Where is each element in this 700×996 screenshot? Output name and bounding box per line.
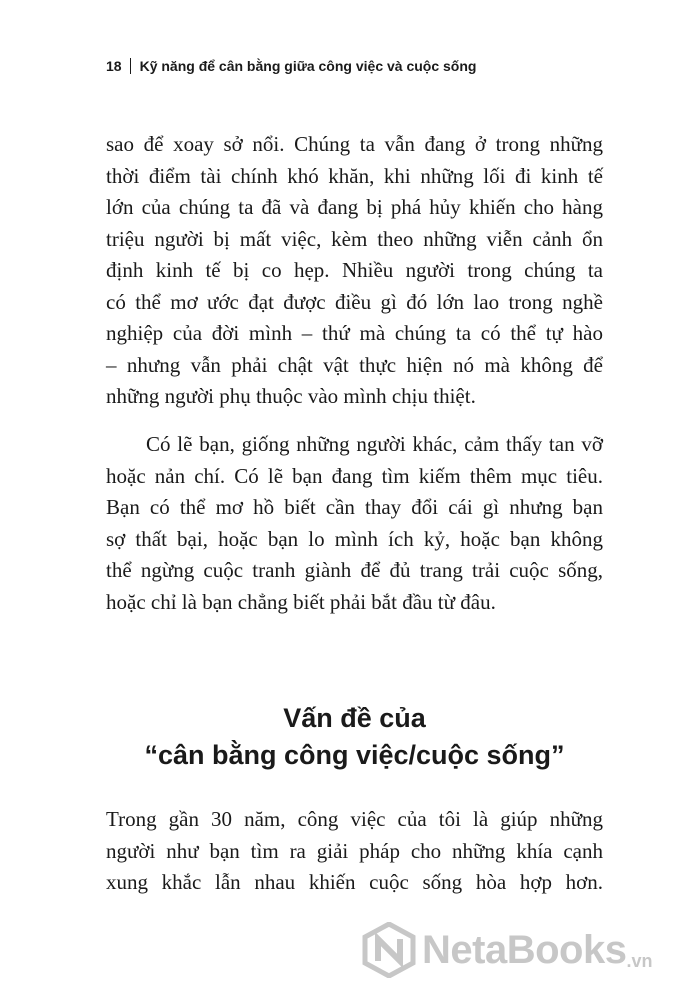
section-heading-line-2: “cân bằng công việc/cuộc sống” xyxy=(144,740,565,770)
header-divider xyxy=(130,58,131,74)
watermark xyxy=(362,922,652,978)
netabooks-logo-icon xyxy=(362,922,416,978)
text-line: có thể mơ ước đạt được điều gì đó lớn lao trong nghề xyxy=(106,289,603,314)
text-line: Bạn có thể mơ hồ biết cần thay đổi cái gì nhưng bạn xyxy=(106,495,603,519)
text-line: người như bạn tìm ra giải pháp cho những khía cạnh xyxy=(106,838,603,863)
text-line: xung khắc lẫn nhau khiến cuộc sống hòa hợp hơn. xyxy=(106,870,603,894)
text-line: triệu người bị mất việc, kèm theo những viễn cảnh ổn xyxy=(106,226,603,251)
paragraph-1 xyxy=(106,129,603,413)
text-line: hoặc nản chí. Có lẽ bạn đang tìm kiếm thêm mục tiêu. xyxy=(106,463,603,488)
page-number: 18 xyxy=(106,58,122,74)
running-header xyxy=(106,58,476,74)
watermark-brand: NetaBooks xyxy=(422,927,627,972)
section-heading xyxy=(106,700,603,774)
text-line: hoặc chỉ là bạn chẳng biết phải bắt đầu từ đâu. xyxy=(106,589,496,614)
text-line: lớn của chúng ta đã và đang bị phá hủy khiến cho hàng xyxy=(106,195,603,219)
text-line: nghiệp của đời mình – thứ mà chúng ta có thể tự hào xyxy=(106,321,603,345)
text-line: – nhưng vẫn phải chật vật thực hiện nó mà không để xyxy=(106,352,603,377)
text-line: thời điểm tài chính khó khăn, khi những lối đi kinh tế xyxy=(106,163,603,188)
text-line: sợ thất bại, hoặc bạn lo mình ích kỷ, hoặc bạn không xyxy=(106,526,603,551)
text-line: Trong gần 30 năm, công việc của tôi là giúp những xyxy=(106,807,603,831)
text-line: những người phụ thuộc vào mình chịu thiệt. xyxy=(106,384,476,408)
paragraph-2 xyxy=(106,429,603,618)
text-line: Có lẽ bạn, giống những người khác, cảm thấy tan vỡ xyxy=(146,432,603,456)
section-heading-line-1: Vấn đề của xyxy=(283,703,426,733)
text-line: định kinh tế bị co hẹp. Nhiều người trong chúng ta xyxy=(106,258,603,282)
text-line: thể ngừng cuộc tranh giành để đủ trang trải cuộc sống, xyxy=(106,558,603,582)
running-title: Kỹ năng để cân bằng giữa công việc và cuộc sống xyxy=(139,58,477,74)
paragraph-3 xyxy=(106,804,603,899)
watermark-suffix: .vn xyxy=(626,951,653,971)
text-line: sao để xoay sở nổi. Chúng ta vẫn đang ở trong những xyxy=(106,132,603,156)
